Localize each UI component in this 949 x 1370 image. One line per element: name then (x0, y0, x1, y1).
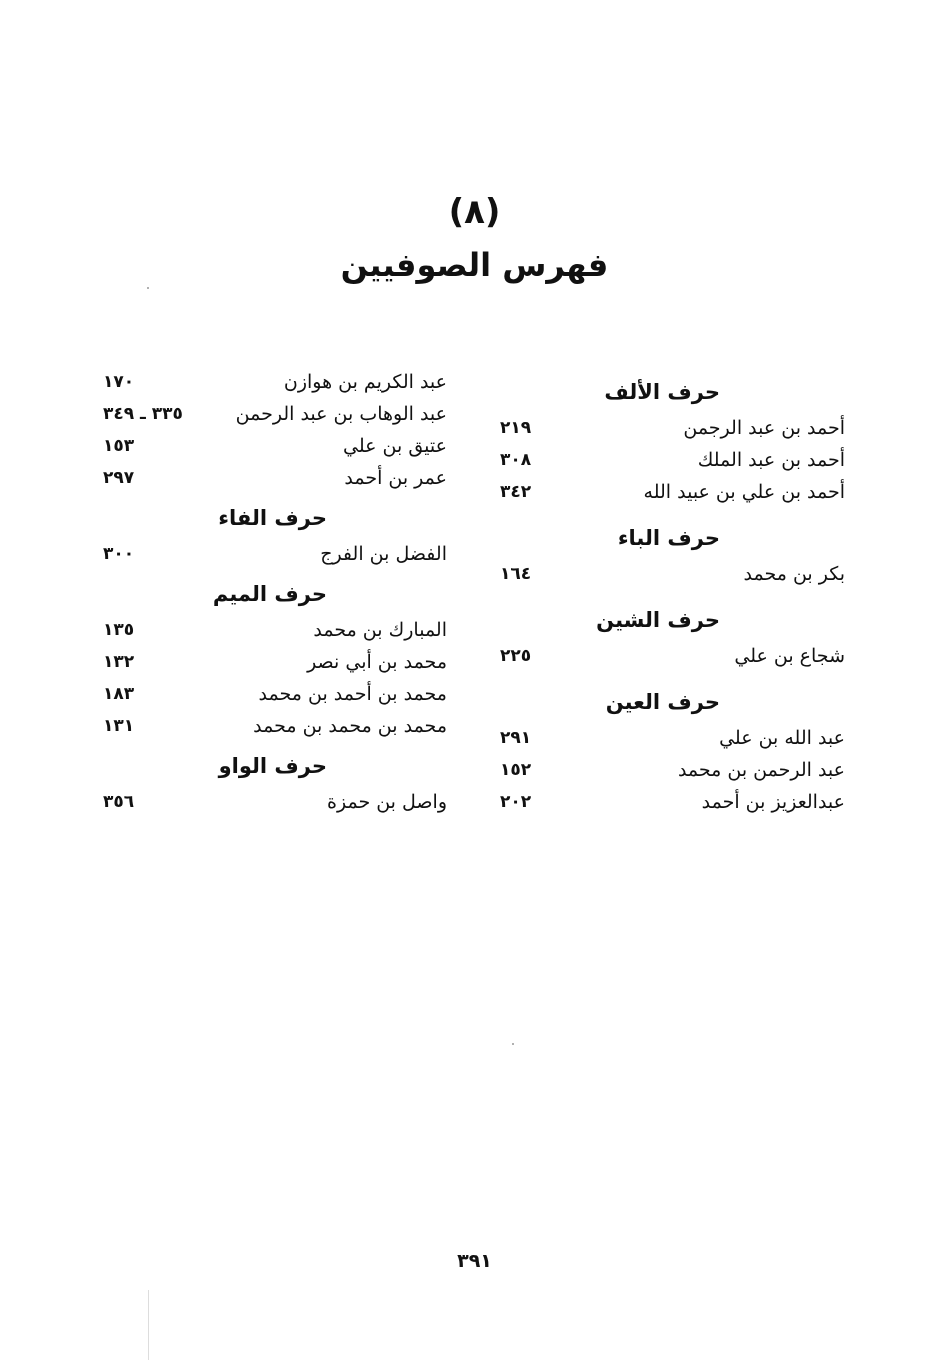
entry-name: عبدالعزيز بن أحمد (701, 791, 845, 813)
print-speck (512, 1043, 514, 1045)
letter-heading: حرف الباء (617, 526, 720, 550)
entry-name: عبد الكريم بن هوازن (283, 371, 447, 393)
entry-pages: ٢٠٢ (500, 792, 532, 812)
entry-pages: ١٧٠ (103, 372, 135, 392)
entry-name: عبد الوهاب بن عبد الرحمن (235, 403, 447, 425)
index-entry (95, 786, 447, 818)
entry-name: عتيق بن علي (343, 435, 447, 457)
index-entry (95, 398, 447, 430)
index-entry (95, 462, 447, 494)
index-title: فهرس الصوفيين (340, 246, 609, 284)
entry-name: واصل بن حمزة (327, 791, 447, 813)
index-entry (480, 640, 845, 672)
index-entry (95, 538, 447, 570)
entry-name: المبارك بن محمد (313, 619, 447, 641)
index-entry (480, 786, 845, 818)
print-speck (147, 287, 149, 289)
index-entry (480, 722, 845, 754)
entry-pages: ١٥٣ (103, 436, 135, 456)
entry-pages: ١٣٢ (103, 652, 135, 672)
index-entry (480, 444, 845, 476)
entry-name: عبد الرحمن بن محمد (677, 759, 845, 781)
index-entry (95, 646, 447, 678)
right-column (480, 362, 845, 818)
entry-name: أحمد بن عبد الملك (697, 449, 845, 471)
entry-pages: ٣٤٢ (500, 482, 532, 502)
index-entry (480, 412, 845, 444)
index-entry (480, 558, 845, 590)
entry-name: محمد بن محمد بن محمد (253, 715, 447, 737)
scan-edge-line (148, 1290, 149, 1360)
index-number: (٨) (448, 192, 501, 232)
letter-heading: حرف العين (605, 690, 720, 714)
entry-name: عبد الله بن علي (719, 727, 845, 749)
entry-pages: ١٣١ (103, 716, 135, 736)
index-entry (95, 430, 447, 462)
letter-heading: حرف الواو (218, 754, 327, 778)
entry-pages: ١٥٢ (500, 760, 532, 780)
entry-name: بكر بن محمد (743, 563, 845, 585)
entry-name: أحمد بن عبد الرجمن (683, 417, 845, 439)
entry-pages: ٢٩١ (500, 728, 532, 748)
left-column (95, 366, 447, 818)
entry-pages: ٣٣٥ ـ ٣٤٩ (103, 404, 183, 424)
letter-heading: حرف الفاء (218, 506, 327, 530)
entry-pages: ٢٩٧ (103, 468, 135, 488)
entry-pages: ٣٠٠ (103, 544, 135, 564)
index-entry (95, 710, 447, 742)
entry-name: عمر بن أحمد (344, 467, 447, 489)
index-entry (480, 476, 845, 508)
entry-name: شجاع بن علي (734, 645, 845, 667)
entry-pages: ١٦٤ (500, 564, 532, 584)
letter-heading: حرف الميم (212, 582, 327, 606)
index-entry (480, 754, 845, 786)
index-entry (95, 678, 447, 710)
entry-name: أحمد بن علي بن عبيد الله (643, 481, 845, 503)
index-entry (95, 366, 447, 398)
index-entry (95, 614, 447, 646)
letter-heading: حرف الألف (604, 380, 720, 404)
letter-heading: حرف الشين (596, 608, 720, 632)
page-number: ٣٩١ (457, 1250, 492, 1272)
entry-name: الفضل بن الفرج (320, 543, 447, 565)
entry-pages: ١٨٣ (103, 684, 135, 704)
entry-name: محمد بن أبي نصر (307, 651, 447, 673)
entry-pages: ١٣٥ (103, 620, 135, 640)
entry-pages: ٢٢٥ (500, 646, 532, 666)
entry-pages: ٣٠٨ (500, 450, 532, 470)
entry-pages: ٢١٩ (500, 418, 532, 438)
entry-name: محمد بن أحمد بن محمد (258, 683, 447, 705)
entry-pages: ٣٥٦ (103, 792, 135, 812)
